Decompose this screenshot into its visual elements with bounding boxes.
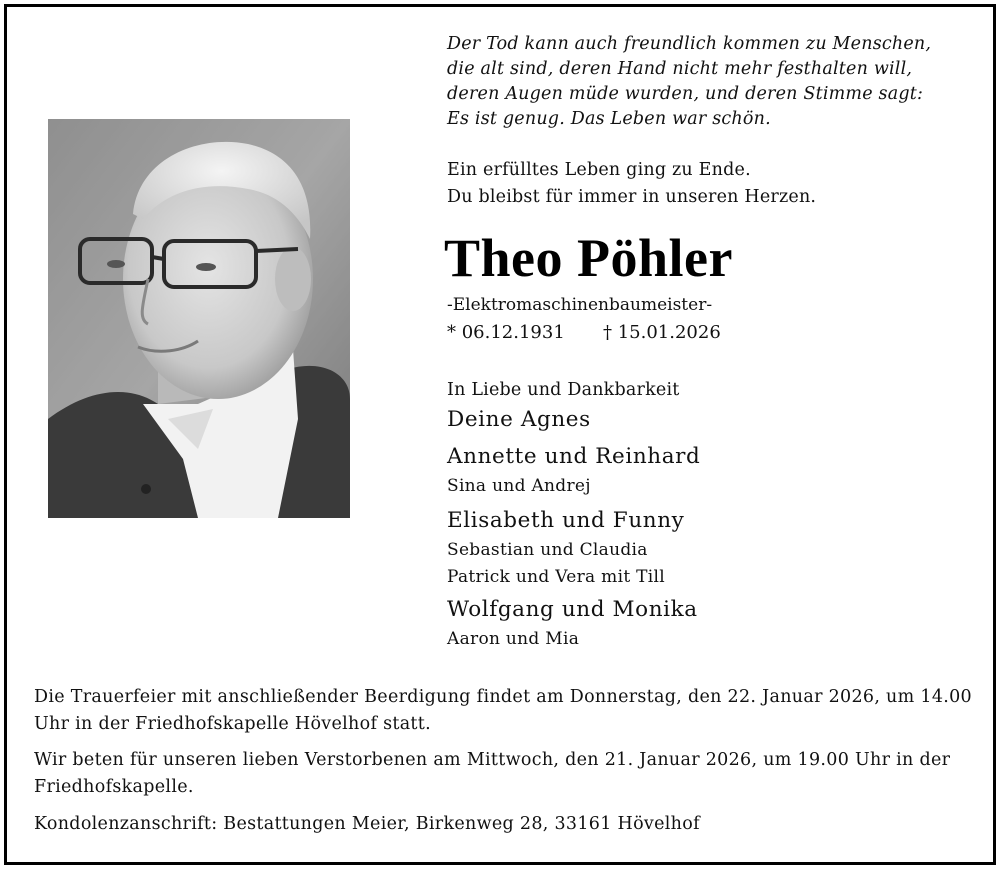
mourner-spouse: Deine Agnes (447, 407, 591, 432)
mourner-family: Wolfgang und Monika (447, 597, 698, 622)
farewell-line: Ein erfülltes Leben ging zu Ende. (447, 160, 751, 180)
mourners-intro: In Liebe und Dankbarkeit (447, 380, 680, 400)
death-date: † 15.01.2026 (603, 322, 721, 343)
poem-line: die alt sind, deren Hand nicht mehr festhalten will, (447, 59, 913, 79)
life-dates (447, 320, 721, 346)
poem-line: Es ist genug. Das Leben war schön. (447, 109, 771, 129)
mourner-family: Elisabeth und Funny (447, 508, 685, 533)
poem-line: deren Augen müde wurden, und deren Stimme sagt: (447, 84, 924, 104)
mourners-list (447, 378, 967, 653)
birth-date: * 06.12.1931 (447, 322, 565, 343)
portrait-photo (48, 119, 350, 518)
mourner-children: Sina und Andrej (447, 476, 591, 496)
poem (447, 32, 967, 132)
prayer-notice: Wir beten für unseren lieben Verstorbenen am Mittwoch, den 21. Januar 2026, um 19.00 Uhr in der Friedhofskapelle. (34, 750, 951, 797)
farewell-line: Du bleibst für immer in unseren Herzen. (447, 187, 817, 207)
farewell-text (447, 157, 967, 211)
profession: -Elektromaschinenbaumeister- (447, 295, 713, 315)
mourner-children: Patrick und Vera mit Till (447, 567, 665, 587)
mourner-children: Sebastian und Claudia (447, 540, 648, 560)
mourner-children: Aaron und Mia (447, 629, 580, 649)
condolence-address: Kondolenzanschrift: Bestattungen Meier, Birkenweg 28, 33161 Hövelhof (34, 814, 700, 834)
deceased-name: Theo Pöhler (444, 228, 733, 288)
funeral-notice: Die Trauerfeier mit anschließender Beerdigung findet am Donnerstag, den 22. Januar 2026, um 14.00 Uhr in der Friedhofskapelle Hövelhof statt. (34, 687, 972, 734)
mourner-family: Annette und Reinhard (447, 444, 701, 469)
poem-line: Der Tod kann auch freundlich kommen zu Menschen, (447, 34, 932, 54)
